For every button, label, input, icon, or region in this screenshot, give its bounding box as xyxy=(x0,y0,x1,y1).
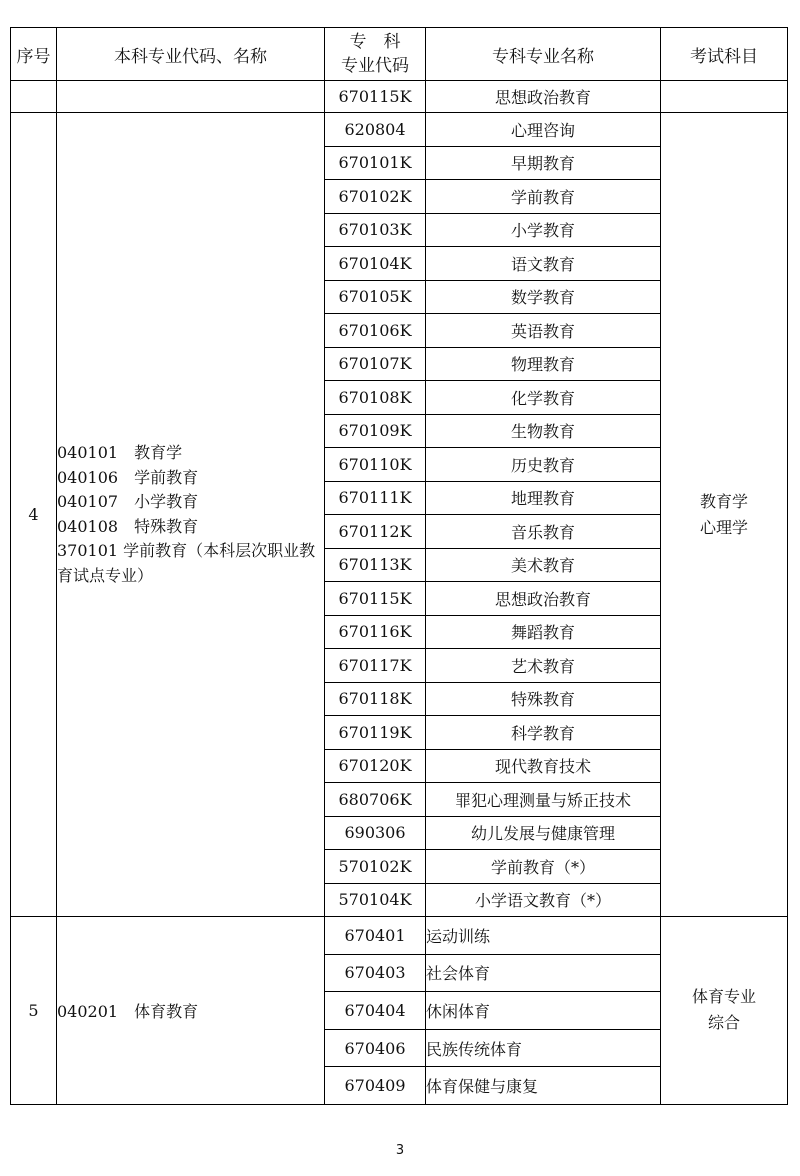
cell-code: 670118K xyxy=(325,682,426,716)
header-bachelor: 本科专业代码、名称 xyxy=(57,28,325,81)
table-row xyxy=(11,81,788,113)
cell-name: 科学教育 xyxy=(426,716,661,750)
cell-name: 社会体育 xyxy=(426,954,661,992)
cell-code: 670117K xyxy=(325,649,426,683)
cell-name: 思想政治教育 xyxy=(426,81,661,113)
majors-table xyxy=(10,27,788,1105)
header-junior-name: 专科专业名称 xyxy=(426,28,661,81)
cell-code: 690306 xyxy=(325,816,426,850)
cell-name: 现代教育技术 xyxy=(426,749,661,783)
cell-name: 艺术教育 xyxy=(426,649,661,683)
cell-code: 670115K xyxy=(325,582,426,616)
cell-name: 数学教育 xyxy=(426,280,661,314)
cell-code: 670401 xyxy=(325,917,426,955)
cell-name: 小学教育 xyxy=(426,213,661,247)
bachelor-major: 370101 学前教育（本科层次职业教育试点专业） xyxy=(57,541,316,585)
cell-name: 休闲体育 xyxy=(426,992,661,1030)
cell-code: 670110K xyxy=(325,448,426,482)
header-junior-code xyxy=(325,28,426,81)
cell-name: 英语教育 xyxy=(426,314,661,348)
header-junior-code-line1: 专 科 xyxy=(349,32,401,52)
cell-name: 幼儿发展与健康管理 xyxy=(426,816,661,850)
exam-subject: 综合 xyxy=(707,1013,740,1033)
cell-code: 670103K xyxy=(325,213,426,247)
cell-code: 670105K xyxy=(325,280,426,314)
cell-code: 670120K xyxy=(325,749,426,783)
cell-code: 670113K xyxy=(325,548,426,582)
table-row xyxy=(11,113,788,147)
cell-name: 化学教育 xyxy=(426,381,661,415)
cell-code: 670409 xyxy=(325,1067,426,1105)
cell-bachelor-empty xyxy=(57,81,325,113)
cell-name: 罪犯心理测量与矫正技术 xyxy=(426,783,661,817)
cell-code: 670101K xyxy=(325,146,426,180)
cell-name: 历史教育 xyxy=(426,448,661,482)
header-junior-code-line2: 专业代码 xyxy=(341,56,409,76)
bachelor-major: 040106 学前教育 xyxy=(57,467,199,487)
cell-name: 民族传统体育 xyxy=(426,1029,661,1067)
cell-code: 670104K xyxy=(325,247,426,281)
cell-name: 学前教育（*） xyxy=(426,850,661,884)
cell-name: 思想政治教育 xyxy=(426,582,661,616)
cell-code: 620804 xyxy=(325,113,426,147)
header-exam: 考试科目 xyxy=(661,28,788,81)
cell-name: 舞蹈教育 xyxy=(426,615,661,649)
bachelor-major: 040101 教育学 xyxy=(57,443,183,462)
cell-name: 学前教育 xyxy=(426,180,661,214)
cell-code: 670115K xyxy=(325,81,426,113)
cell-code: 670116K xyxy=(325,615,426,649)
cell-name: 特殊教育 xyxy=(426,682,661,716)
cell-name: 生物教育 xyxy=(426,414,661,448)
cell-code: 670403 xyxy=(325,954,426,992)
cell-name: 音乐教育 xyxy=(426,515,661,549)
section-5-exam xyxy=(661,917,788,1105)
exam-subject: 教育学 xyxy=(699,491,748,511)
cell-code: 670406 xyxy=(325,1029,426,1067)
cell-code: 670108K xyxy=(325,381,426,415)
cell-exam-empty xyxy=(661,81,788,113)
cell-name: 物理教育 xyxy=(426,347,661,381)
section-5-seq: 5 xyxy=(11,917,57,1105)
cell-code: 670404 xyxy=(325,992,426,1030)
section-4-bachelor xyxy=(57,113,325,917)
cell-code: 570102K xyxy=(325,850,426,884)
cell-code: 670107K xyxy=(325,347,426,381)
header-row xyxy=(11,28,788,81)
cell-name: 美术教育 xyxy=(426,548,661,582)
cell-name: 早期教育 xyxy=(426,146,661,180)
cell-code: 670112K xyxy=(325,515,426,549)
cell-name: 体育保健与康复 xyxy=(426,1067,661,1105)
cell-name: 心理咨询 xyxy=(426,113,661,147)
cell-code: 670106K xyxy=(325,314,426,348)
header-seq: 序号 xyxy=(11,28,57,81)
section-5-bachelor: 040201 体育教育 xyxy=(57,917,325,1105)
cell-code: 670102K xyxy=(325,180,426,214)
section-4-exam xyxy=(661,113,788,917)
cell-code: 670109K xyxy=(325,414,426,448)
bachelor-major: 040107 小学教育 xyxy=(57,492,199,511)
cell-code: 680706K xyxy=(325,783,426,817)
cell-code: 670111K xyxy=(325,481,426,515)
cell-name: 小学语文教育（*） xyxy=(426,883,661,917)
exam-subject: 心理学 xyxy=(699,517,748,537)
cell-name: 语文教育 xyxy=(426,247,661,281)
cell-name: 地理教育 xyxy=(426,481,661,515)
table-body xyxy=(11,81,788,1105)
cell-code: 670119K xyxy=(325,716,426,750)
table-row xyxy=(11,917,788,955)
bachelor-major: 040108 特殊教育 xyxy=(57,516,199,536)
cell-code: 570104K xyxy=(325,883,426,917)
cell-seq-empty xyxy=(11,81,57,113)
page-number: 3 xyxy=(395,1143,405,1158)
exam-subject: 体育专业 xyxy=(691,987,756,1007)
cell-name: 运动训练 xyxy=(426,917,661,955)
section-4-seq: 4 xyxy=(11,113,57,917)
